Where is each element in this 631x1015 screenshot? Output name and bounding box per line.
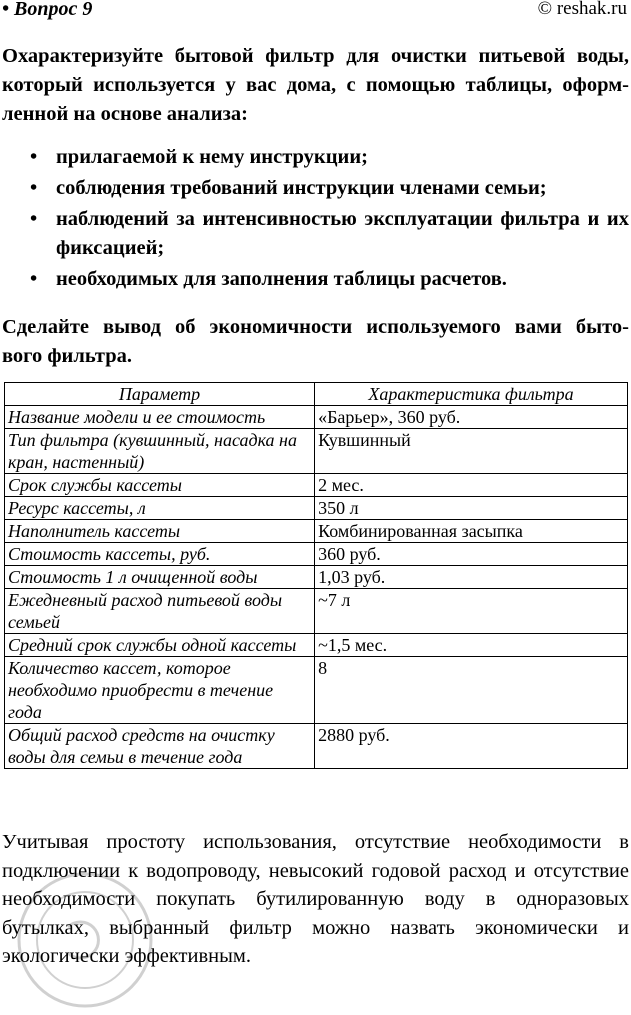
table-row xyxy=(5,497,628,520)
task-intro-line: Охарактеризуйте бытовой фильтр для очистки питьевой воды, xyxy=(2,45,629,67)
value-cell: ~1,5 мес. xyxy=(315,634,628,657)
bullet-icon: • xyxy=(30,146,38,168)
list-item xyxy=(0,174,631,203)
value-cell: 8 xyxy=(315,657,628,724)
task-conclusion-request xyxy=(2,313,629,371)
task-bullet-list xyxy=(0,143,631,296)
bullet-text: прилагаемой к нему инструкции; xyxy=(56,146,368,168)
table-header-row xyxy=(5,383,628,406)
parameter-cell: Название модели и ее стоимость xyxy=(5,406,315,429)
table-row xyxy=(5,589,628,634)
task-conclusion-line: Сделайте вывод об экономичности используемого вами быто- xyxy=(2,316,629,338)
table-row xyxy=(5,406,628,429)
table-row xyxy=(5,657,628,724)
parameter-cell: Наполнитель кассеты xyxy=(5,520,315,543)
value-cell: 350 л xyxy=(315,497,628,520)
table-row xyxy=(5,429,628,474)
parameter-cell: Срок службы кассеты xyxy=(5,474,315,497)
question-title: • Вопрос 9 xyxy=(2,0,93,20)
value-cell: 2 мес. xyxy=(315,474,628,497)
task-intro-line: который используется у вас дома, с помощью таблицы, оформ- xyxy=(2,74,629,96)
bullet-text: соблюдения требований инструкции членами семьи; xyxy=(56,177,547,199)
parameter-cell: Средний срок службы одной кассеты xyxy=(5,634,315,657)
value-cell: ~7 л xyxy=(315,589,628,634)
value-cell: «Барьер», 360 руб. xyxy=(315,406,628,429)
bullet-icon: • xyxy=(30,268,38,290)
table-row xyxy=(5,543,628,566)
task-intro-line: ленной на основе анализа: xyxy=(2,103,248,125)
value-cell: Комбинированная засыпка xyxy=(315,520,628,543)
parameter-cell: Общий расход средств на очистку воды для семьи в течение года xyxy=(5,724,315,769)
parameter-cell: Количество кассет, которое необходимо приобрести в течение года xyxy=(5,657,315,724)
parameter-cell: Ресурс кассеты, л xyxy=(5,497,315,520)
value-cell: 1,03 руб. xyxy=(315,566,628,589)
filter-parameters-table xyxy=(4,382,628,769)
site-copyright: © reshak.ru xyxy=(537,0,627,19)
table-row xyxy=(5,474,628,497)
bullet-icon: • xyxy=(30,177,38,199)
list-item xyxy=(0,143,631,172)
bullet-icon: • xyxy=(30,208,38,230)
table-row xyxy=(5,634,628,657)
value-cell: 360 руб. xyxy=(315,543,628,566)
column-header-characteristic: Характеристика фильтра xyxy=(315,383,628,406)
page-header xyxy=(0,0,631,24)
column-header-parameter: Параметр xyxy=(5,383,315,406)
task-conclusion-line: вого фильтра. xyxy=(2,345,133,367)
parameter-cell: Тип фильтра (кувшинный, насадка на кран, настенный) xyxy=(5,429,315,474)
value-cell: 2880 руб. xyxy=(315,724,628,769)
bullet-text: необходимых для заполнения таблицы расчетов. xyxy=(56,268,507,290)
parameter-cell: Ежедневный расход питьевой воды семьей xyxy=(5,589,315,634)
answer-conclusion: Учитывая простоту использования, отсутствие необходимости в подключении к водопроводу, невысокий годовой расход и отсутствие необходимости покупать бутилированную воду в одноразовых бутылках, выбранный фильтр можно назвать экономически и экологически эффективным. xyxy=(2,831,629,968)
list-item xyxy=(0,265,631,294)
parameter-cell: Стоимость 1 л очищенной воды xyxy=(5,566,315,589)
table-row xyxy=(5,724,628,769)
table-row xyxy=(5,520,628,543)
parameter-cell: Стоимость кассеты, руб. xyxy=(5,543,315,566)
list-item xyxy=(0,205,631,263)
value-cell: Кувшинный xyxy=(315,429,628,474)
bullet-text: наблюдений за интенсивностью эксплуатации фильтра и их фиксацией; xyxy=(56,208,629,259)
table-row xyxy=(5,566,628,589)
task-intro xyxy=(2,42,629,129)
